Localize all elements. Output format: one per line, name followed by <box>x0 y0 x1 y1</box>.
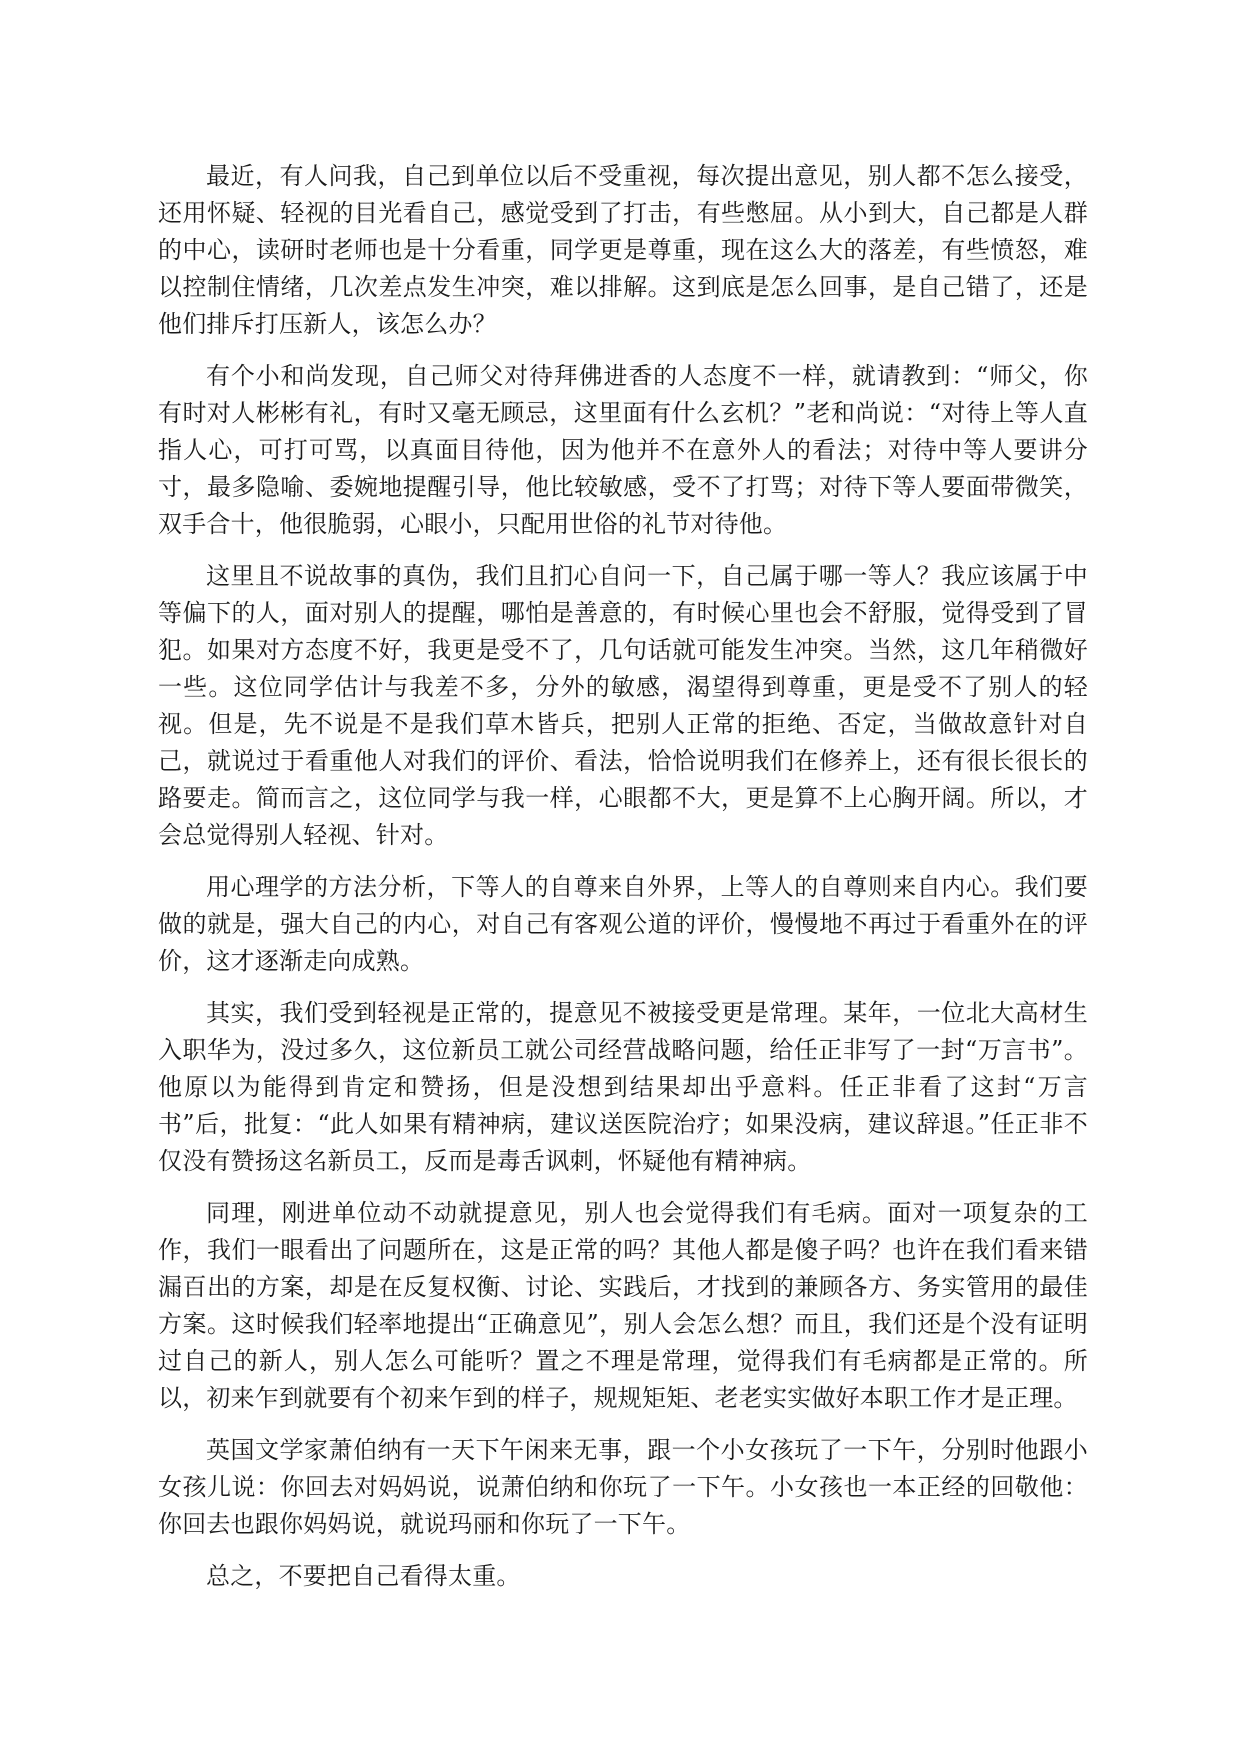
paragraph-6: 同理，刚进单位动不动就提意见，别人也会觉得我们有毛病。面对一项复杂的工作，我们一眼看出了问题所在，这是正常的吗？其他人都是傻子吗？也许在我们看来错漏百出的方案，却是在反复权衡、讨论、实践后，才找到的兼顾各方、务实管用的最佳方案。这时候我们轻率地提出“正确意见”，别人会怎么想？而且，我们还是个没有证明过自己的新人，别人怎么可能听？置之不理是常理，觉得我们有毛病都是正常的。所以，初来乍到就要有个初来乍到的样子，规规矩矩、老老实实做好本职工作才是正理。 <box>158 1199 1088 1412</box>
paragraph-8: 总之，不要把自己看得太重。 <box>206 1562 521 1590</box>
paragraph-4: 用心理学的方法分析，下等人的自尊来自外界，上等人的自尊则来自内心。我们要做的就是，强大自己的内心，对自己有客观公道的评价，慢慢地不再过于看重外在的评价，这才逐渐走向成熟。 <box>158 873 1088 975</box>
document-body <box>158 158 1088 1610</box>
paragraph-3: 这里且不说故事的真伪，我们且扪心自问一下，自己属于哪一等人？我应该属于中等偏下的人，面对别人的提醒，哪怕是善意的，有时候心里也会不舒服，觉得受到了冒犯。如果对方态度不好，我更是受不了，几句话就可能发生冲突。当然，这几年稍微好一些。这位同学估计与我差不多，分外的敏感，渴望得到尊重，更是受不了别人的轻视。但是，先不说是不是我们草木皆兵，把别人正常的拒绝、否定，当做故意针对自己，就说过于看重他人对我们的评价、看法，恰恰说明我们在修养上，还有很长很长的路要走。简而言之，这位同学与我一样，心眼都不大，更是算不上心胸开阔。所以，才会总觉得别人轻视、针对。 <box>158 562 1088 849</box>
paragraph-7: 英国文学家萧伯纳有一天下午闲来无事，跟一个小女孩玩了一下午，分别时他跟小女孩儿说：你回去对妈妈说，说萧伯纳和你玩了一下午。小女孩也一本正经的回敬他：你回去也跟你妈妈说，就说玛丽和你玩了一下午。 <box>158 1436 1088 1538</box>
paragraph-1: 最近，有人问我，自己到单位以后不受重视，每次提出意见，别人都不怎么接受，还用怀疑、轻视的目光看自己，感觉受到了打击，有些憋屈。从小到大，自己都是人群的中心，读研时老师也是十分看重，同学更是尊重，现在这么大的落差，有些愤怒，难以控制住情绪，几次差点发生冲突，难以排解。这到底是怎么回事，是自己错了，还是他们排斥打压新人，该怎么办？ <box>158 162 1088 338</box>
paragraph-2: 有个小和尚发现，自己师父对待拜佛进香的人态度不一样，就请教到：“师父，你有时对人彬彬有礼，有时又毫无顾忌，这里面有什么玄机？”老和尚说：“对待上等人直指人心，可打可骂，以真面目待他，因为他并不在意外人的看法；对待中等人要讲分寸，最多隐喻、委婉地提醒引导，他比较敏感，受不了打骂；对待下等人要面带微笑，双手合十，他很脆弱，心眼小，只配用世俗的礼节对待他。 <box>158 362 1088 538</box>
paragraph-5: 其实，我们受到轻视是正常的，提意见不被接受更是常理。某年，一位北大高材生入职华为，没过多久，这位新员工就公司经营战略问题，给任正非写了一封“万言书”。他原以为能得到肯定和赞扬，但是没想到结果却出乎意料。任正非看了这封“万言书”后，批复：“此人如果有精神病，建议送医院治疗；如果没病，建议辞退。”任正非不仅没有赞扬这名新员工，反而是毒舌讽刺，怀疑他有精神病。 <box>158 999 1088 1175</box>
